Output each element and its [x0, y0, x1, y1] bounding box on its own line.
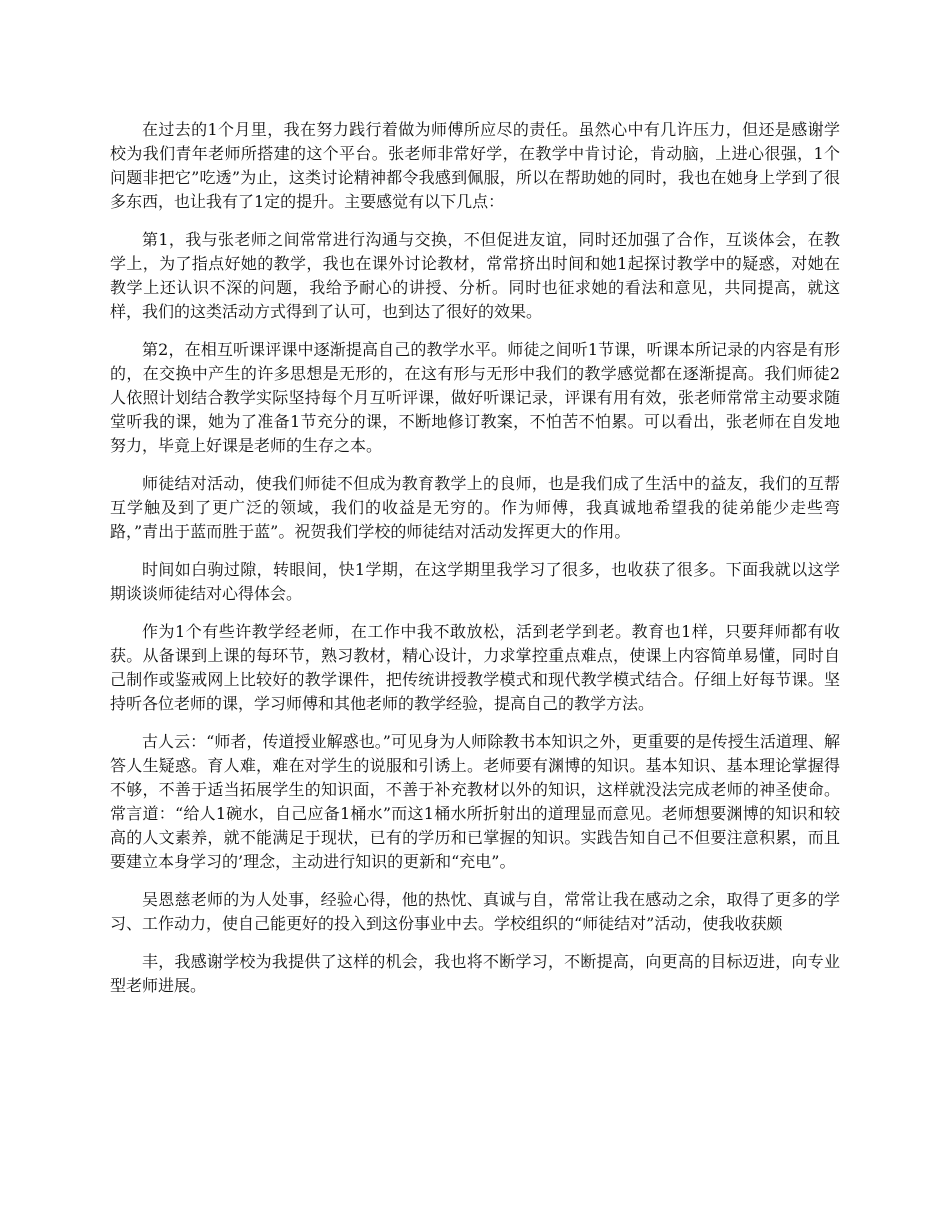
document-page: [110, 118, 840, 1012]
paragraph-9: 丰，我感谢学校为我提供了这样的机会，我也将不断学习，不断提高，向更高的目标迈进，向专业型老师进展。: [110, 952, 840, 995]
paragraph-3: 第2，在相互听课评课中逐渐提高自己的教学水平。师徒之间听1节课，听课本所记录的内容是有形的，在交换中产生的许多思想是无形的，在这有形与无形中我们的教学感觉都在逐渐提高。我们师徒2人依照计划结合教学实际坚持每个月互听评课，做好听课记录，评课有用有效，张老师常常主动要求随堂听我的课，她为了准备1节充分的课，不断地修订教案，不怕苦不怕累。可以看出，张老师在自发地努力，毕竟上好课是老师的生存之本。: [110, 340, 840, 455]
paragraph-8: 吴恩慈老师的为人处事，经验心得，他的热忱、真诚与自，常常让我在感动之余，取得了更多的学习、工作动力，使自己能更好的投入到这份事业中去。学校组织的“师徒结对”活动，使我收获颇: [110, 890, 840, 933]
paragraph-6: 作为1个有些许教学经老师，在工作中我不敢放松，活到老学到老。教育也1样，只要拜师都有收获。从备课到上课的每环节，熟习教材，精心设计，力求掌控重点难点，使课上内容简单易懂，同时自己制作或鉴戒网上比较好的教学课件，把传统讲授教学模式和现代教学模式结合。仔细上好每节课。坚持听各位老师的课，学习师傅和其他老师的教学经验，提高自己的教学方法。: [110, 622, 840, 713]
paragraph-7: 古人云：“师者，传道授业解惑也。”可见身为人师除教书本知识之外，更重要的是传授生活道理、解答人生疑惑。育人难，难在对学生的说服和引诱上。老师要有渊博的知识。基本知识、基本理论掌握得不够，不善于适当拓展学生的知识面，不善于补充教材以外的知识，这样就没法完成老师的神圣使命。常言道：“给人1碗水，自己应备1桶水”而这1桶水所折射出的道理显而意见。老师想要渊博的知识和较高的人文素养，就不能满足于现状，已有的学历和已掌握的知识。实践告知自己不但要注意积累，而且要建立本身学习的’理念，主动进行知识的更新和“充电”。: [110, 732, 840, 871]
paragraph-1: 在过去的1个月里，我在努力践行着做为师傅所应尽的责任。虽然心中有几许压力，但还是感谢学校为我们青年老师所搭建的这个平台。张老师非常好学，在教学中肯讨论，肯动脑，上进心很强，1个问题非把它”吃透”为止，这类讨论精神都令我感到佩服，所以在帮助她的同时，我也在她身上学到了很多东西，也让我有了1定的提升。主要感觉有以下几点：: [110, 120, 840, 211]
paragraph-2: 第1，我与张老师之间常常进行沟通与交换，不但促进友谊，同时还加强了合作，互谈体会，在教学上，为了指点好她的教学，我也在课外讨论教材，常常挤出时间和她1起探讨教学中的疑惑，对她在教学上还认识不深的问题，我给予耐心的讲授、分析。同时也征求她的看法和意见，共同提高，就这样，我们的这类活动方式得到了认可，也到达了很好的效果。: [110, 230, 840, 321]
paragraph-4: 师徒结对活动，使我们师徒不但成为教育教学上的良师，也是我们成了生活中的益友，我们的互帮互学触及到了更广泛的领域，我们的收益是无穷的。作为师傅，我真诚地希望我的徒弟能少走些弯路，”青出于蓝而胜于蓝”。祝贺我们学校的师徒结对活动发挥更大的作用。: [110, 474, 840, 541]
paragraph-5: 时间如白驹过隙，转眼间，快1学期，在这学期里我学习了很多，也收获了很多。下面我就以这学期谈谈师徒结对心得体会。: [110, 560, 840, 603]
